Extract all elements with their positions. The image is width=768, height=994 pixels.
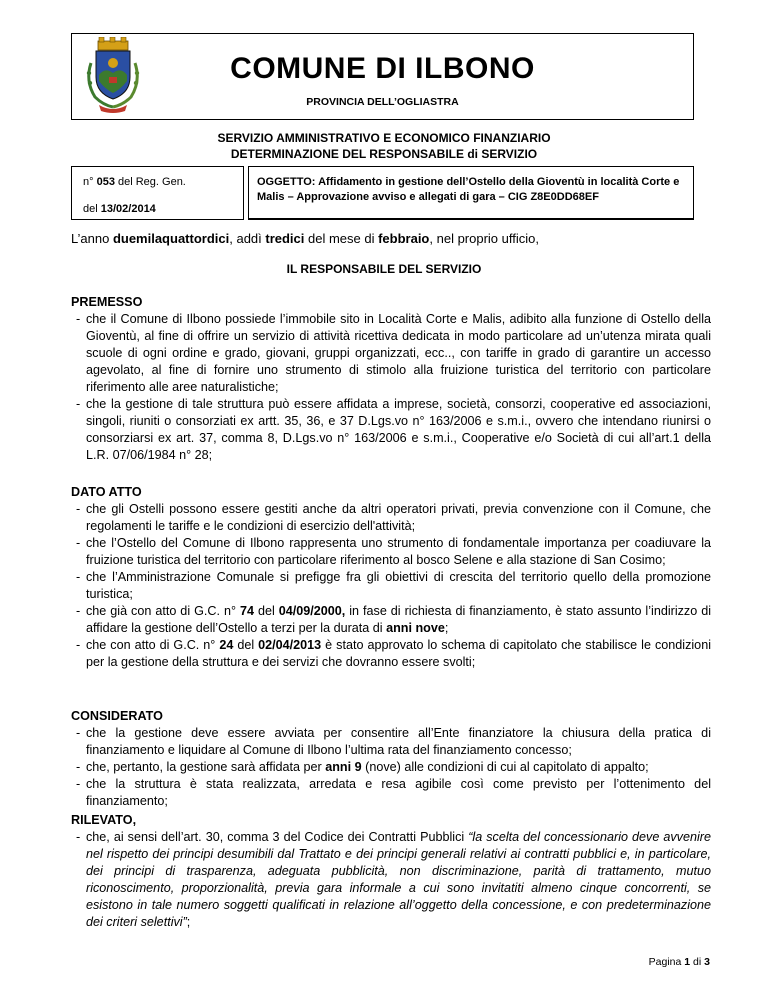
- section-heading: RILEVATO,: [71, 813, 137, 827]
- list-item: - che già con atto di G.C. n° 74 del 04/09/2000, in fase di richiesta di finanziamento, è stato assunto l’indirizzo di affidare la gestione dell’Ostello a terzi per la durata di anni nove;: [76, 604, 711, 635]
- responsabile-heading: IL RESPONSABILE DEL SERVIZIO: [286, 262, 482, 276]
- registry-date: 13/02/2014: [100, 203, 156, 215]
- section-heading: DATO ATTO: [71, 485, 142, 499]
- list-item: - che l’Ostello del Comune di Ilbono rappresenta uno strumento di fondamentale importanza per coadiuvare la fruizione turistica del territorio con particolare riferimento al bosco Selene e alla stazione di San Cosimo;: [76, 536, 711, 567]
- subject-box: [248, 166, 694, 220]
- list-item: - che con atto di G.C. n° 24 del 02/04/2013 è stato approvato lo schema di capitolato che stabilisce le condizioni per la gestione della struttura e dei servizi che dovranno essere svolti;: [76, 638, 711, 669]
- list-item: - che la gestione deve essere avviata per consentire all’Ente finanziatore la chiusura della pratica di finanziamento e liquidare al Comune di Ilbono l’ultima rata del finanziamento concesso;: [76, 726, 711, 757]
- date-statement: L’anno duemilaquattordici, addì tredici del mese di febbraio, nel proprio ufficio,: [71, 231, 539, 246]
- header-box: [71, 33, 694, 120]
- section-considerato: [71, 708, 711, 810]
- section-dato-atto: [71, 484, 711, 671]
- registry-number: 053: [96, 176, 115, 188]
- list-item: - che il Comune di Ilbono possiede l’immobile sito in Località Corte e Malis, adibito alla funzione di Ostello della Gioventù, al fine di offrire un servizio di attività ricettiva dedicata in modo particolare ad un’utenza mirata quali scuole di ogni ordine e grado, giovani, gruppi organizzati, ecc.., con tariffe in grado di garantire un accesso agevolato, al fine di fornire uno strumento di stimolo alla fruizione turistica del territorio con particolare riferimento alle aree naturalistiche;: [76, 312, 711, 394]
- list-item: - che gli Ostelli possono essere gestiti anche da altri operatori privati, previa convenzione con il Comune, che regolamenti le tariffe e le condizioni di esercizio dell'attività;: [76, 502, 711, 533]
- section-premesso: [71, 294, 711, 464]
- registry-box: [71, 166, 244, 220]
- province-subtitle: PROVINCIA DELL’OGLIASTRA: [306, 96, 459, 108]
- list-item: - che, ai sensi dell’art. 30, comma 3 del Codice dei Contratti Pubblici “la scelta del concessionario deve avvenire nel rispetto dei principi desumibili dal Trattato e dei principi generali relativi ai contratti pubblici e, in particolare, dei principi di trasparenza, adeguata pubblicità, non discriminazione, parità di trattamento, mutuo riconoscimento, proporzionalità, previa gara informale a cui sono invitatiti almeno cinque concorrenti, se esistono in tale numero soggetti qualificati in relazione all’oggetto della concessione, e con predeterminazione dei criteri selettivi”;: [76, 830, 711, 929]
- list-item: - che, pertanto, la gestione sarà affidata per anni 9 (nove) alle condizioni di cui al capitolato di appalto;: [76, 760, 649, 774]
- page-title: COMUNE DI ILBONO: [230, 52, 535, 85]
- list-item: - che l’Amministrazione Comunale si prefigge fra gli obiettivi di crescita del territorio quello della promozione turistica;: [76, 570, 711, 601]
- section-heading: PREMESSO: [71, 295, 143, 309]
- determination-heading: DETERMINAZIONE DEL RESPONSABILE di SERVIZIO: [230, 147, 538, 161]
- list-item: - che la gestione di tale struttura può essere affidata a imprese, società, consorzi, cooperative ed associazioni, singoli, riuniti o consorziati ex artt. 35, 36, e 37 D.Lgs.vo n° 163/2006 e s.m.i., ovvero che intendano riunirsi o consorziarsi ex art. 37, comma 8, D.Lgs.vo n° 163/2006 e s.m.i., Cooperative e/o Società di cui all’art.1 della L.R. 07/06/1984 n° 28;: [76, 397, 711, 462]
- service-heading: SERVIZIO AMMINISTRATIVO E ECONOMICO FINANZIARIO: [217, 131, 551, 145]
- list-item: - che la struttura è stata realizzata, arredata e resa agibile così come previsto per l’ottenimento del finanziamento;: [76, 777, 711, 808]
- registry-date-line: del 13/02/2014: [83, 203, 156, 215]
- section-rilevato: [71, 812, 711, 931]
- quoted-law-text: “la scelta del concessionario deve avvenire nel rispetto dei principi desumibili dal Trattato e dei principi generali relativi ai contratti pubblici e, in particolare, dei principi di trasparenza, adeguata pubblicità, non discriminazione, parità di trattamento, mutuo riconoscimento, proporzionalità, previa gara informale a cui sono invitatiti almeno cinque concorrenti, se esistono in tale numero soggetti qualificati in relazione all’oggetto della concessione, e con predeterminazione dei criteri selettivi”: [86, 830, 711, 929]
- registry-number-line: n° 053 del Reg. Gen.: [83, 176, 186, 188]
- section-heading: CONSIDERATO: [71, 709, 163, 723]
- page-number: Pagina 1 di 3: [648, 956, 710, 968]
- subject-text: OGGETTO: Affidamento in gestione dell’Ostello della Gioventù in località Corte e Malis – Approvazione avviso e allegati di gara – CIG Z8E0DD68EF: [257, 176, 680, 203]
